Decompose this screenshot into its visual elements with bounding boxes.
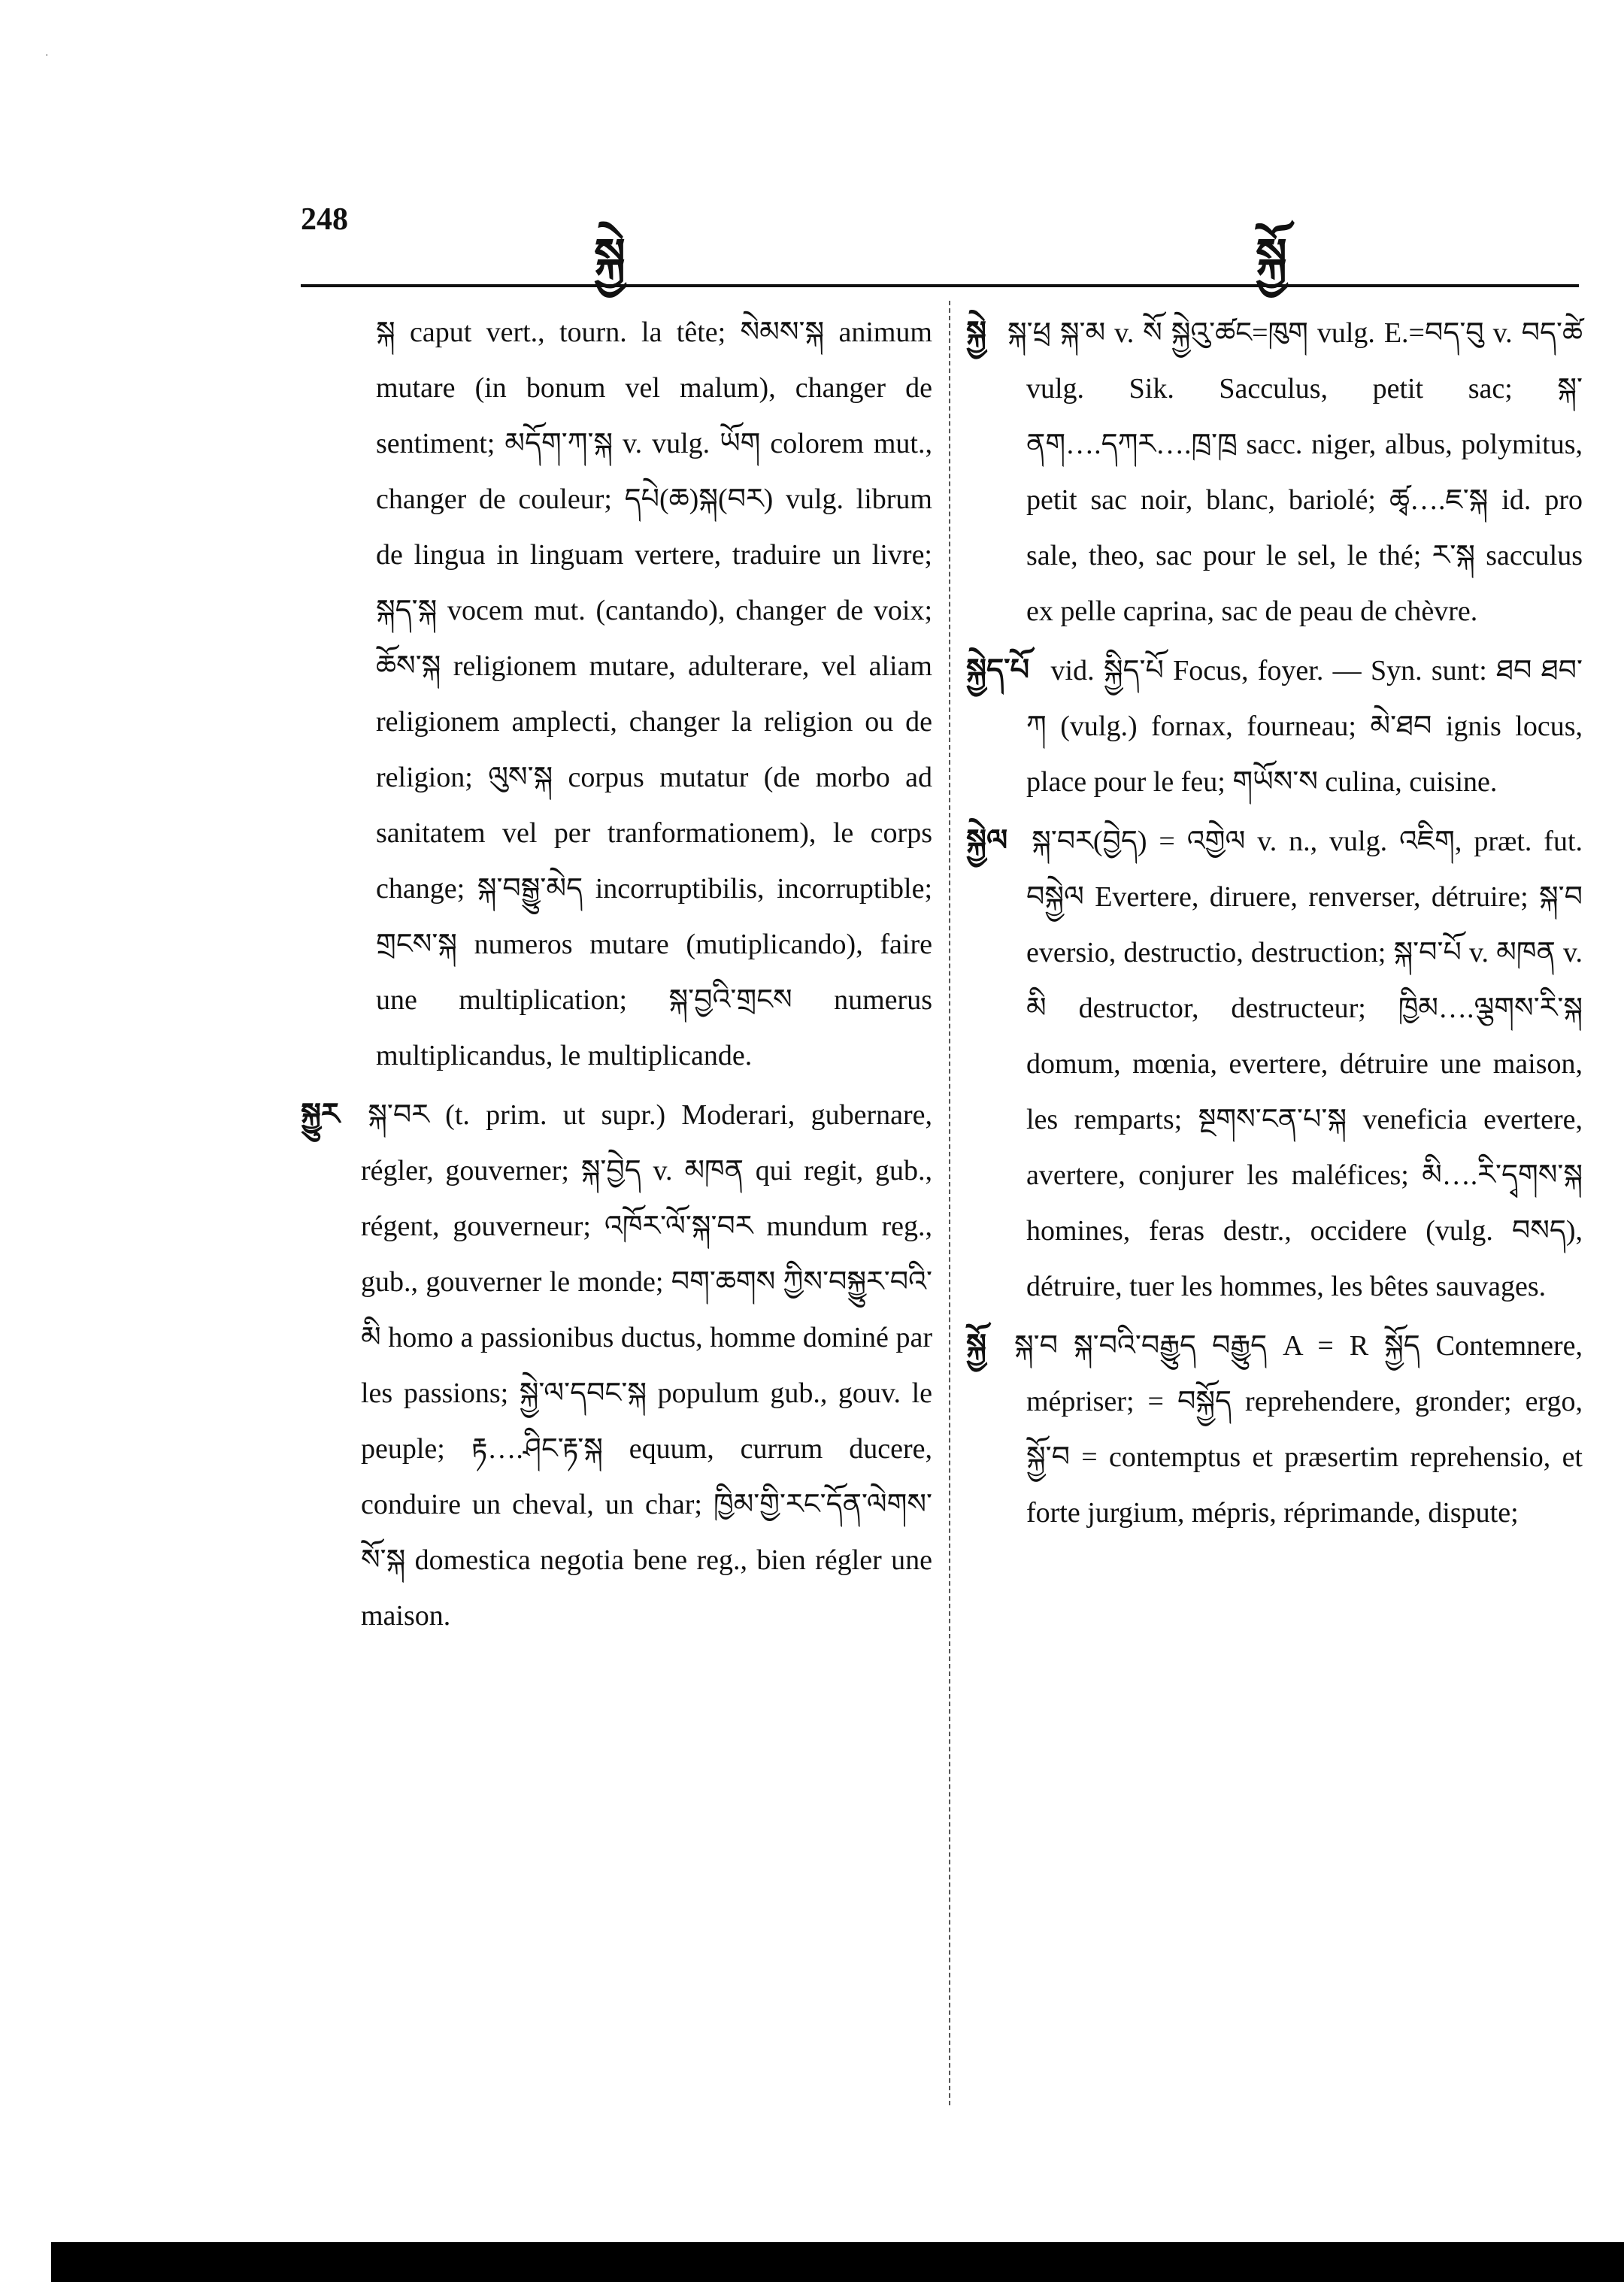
page-number: 248	[301, 202, 348, 237]
entry-lemma: སྐྱོ	[966, 1328, 986, 1362]
header-rule	[301, 284, 1579, 287]
dictionary-entry	[966, 1317, 1583, 1541]
entry-text: སྐ་བར(བྱེད) = འགྱེལ v. n., vulg. འཇིག, præt. fut. བསྐྱེལ Evertere, diruere, renverser, détruire; སྐ་བ eversio, destructio, destruction; སྐ་བ་པོ v. མཁན v. མི destructor, destructeur; ཁྱིམ….ལྕགས་རི་སྐ domum, mœnia, evertere, détruire une maison, les remparts; སྔགས་ངན་པ་སྐ veneficia evertere, avertere, conjurer les maléfices; མི….རི་དྭགས་སྐ homines, feras destr., occidere (vulg. བསད), détruire, tuer les hommes, les bêtes sauvages.	[1026, 826, 1583, 1302]
continued-entry	[301, 305, 932, 1083]
right-running-headword: སྐྱོ	[1256, 228, 1287, 283]
left-running-headword: སྐྱེ	[594, 228, 626, 283]
scan-border-band	[51, 2242, 1624, 2282]
dictionary-entry	[966, 813, 1583, 1314]
scan-speck: ·	[45, 50, 49, 62]
column-divider	[949, 301, 950, 2105]
left-column	[301, 305, 932, 1647]
dictionary-entry	[966, 305, 1583, 639]
dictionary-entry	[966, 642, 1583, 810]
entry-text: སྐ་བ སྐ་བའི་བརྒྱུད བརྒྱུད A = R སྐྱོད Contemnere, mépriser; = བསྐྱོད reprehendere, gronder; ergo, སྐྱོ་བ = contemptus et præsertim reprehensio, et forte jurgium, mépris, réprimande, dispute;	[1014, 1330, 1583, 1529]
dictionary-entry	[301, 1086, 932, 1644]
entry-lemma: སྐྱུར	[301, 1097, 340, 1132]
entry-lemma: སྐྱེལ	[966, 823, 1008, 858]
entry-lemma: སྐྱེད་པོ	[966, 653, 1030, 687]
entry-text: སྐ་ཕྲ སྐ་མ v. སོ སྐྱེའུ་ཚང=ཁུག vulg. E.=བད་བུ v. བད་ཚེ vulg. Sik. Sacculus, petit sac; སྐ་ནག….དཀར….ཁྲ་ཁྲ sacc. niger, albus, polymitus, petit sac noir, blanc, bariolé; ཚྭ….ཇ་སྐ id. pro sale, theo, sac pour le sel, le thé; ར་སྐ sacculus ex pelle caprina, sac de peau de chèvre.	[1007, 317, 1583, 627]
entry-text: སྐ་བར (t. prim. ut supr.) Moderari, gubernare, régler, gouverner; སྐ་བྱེད v. མཁན qui regit, gub., régent, gouverneur; འཁོར་ལོ་སྐ་བར mundum reg., gub., gouverner le monde; བག་ཆགས ཀྱིས་བསྐྱུར་བའི་མི homo a passionibus ductus, homme dominé par les passions; སྐྱེ་ལ་དབང་སྐ populum gub., gouv. le peuple; རྟ….ཤིང་རྟ་སྐ equum, currum ducere, conduire un cheval, un char; ཁྱིམ་གྱི་རང་དོན་ལེགས་སོ་སྐ domestica negotia bene reg., bien régler une maison.	[361, 1099, 932, 1632]
entry-text: vid. སྐྱིད་པོ Focus, foyer. — Syn. sunt: ཐབ ཐབ་ཀ (vulg.) fornax, fourneau; མེ་ཐབ ignis locus, place pour le feu; གཡོས་ས culina, cuisine.	[1026, 655, 1583, 798]
right-column	[966, 305, 1583, 1544]
continued-entry-text: སྐ caput vert., tourn. la tête; སེམས་སྐ animum mutare (in bonum vel malum), changer de sentiment; མདོག་ཀ་སྐ v. vulg. ཡོག colorem mut., changer de couleur; དཔེ(ཆ)སྐ(བར) vulg. librum de lingua in linguam vertere, traduire un livre; སྐད་སྐ vocem mut. (cantando), changer de voix; ཆོས་སྐ religionem mutare, adulterare, vel aliam religionem amplecti, changer la religion ou de religion; ལུས་སྐ corpus mutatur (de morbo ad sanitatem vel per tranformationem), le corps change; སྐ་བསྒྱུ་མེད incorruptibilis, incorruptible; གྲངས་སྐ numeros mutare (mutiplicando), faire une multiplication; སྐ་བྱའི་གྲངས numerus multiplicandus, le multiplicande.	[376, 317, 932, 1071]
entry-lemma: སྐྱེ	[966, 315, 986, 350]
